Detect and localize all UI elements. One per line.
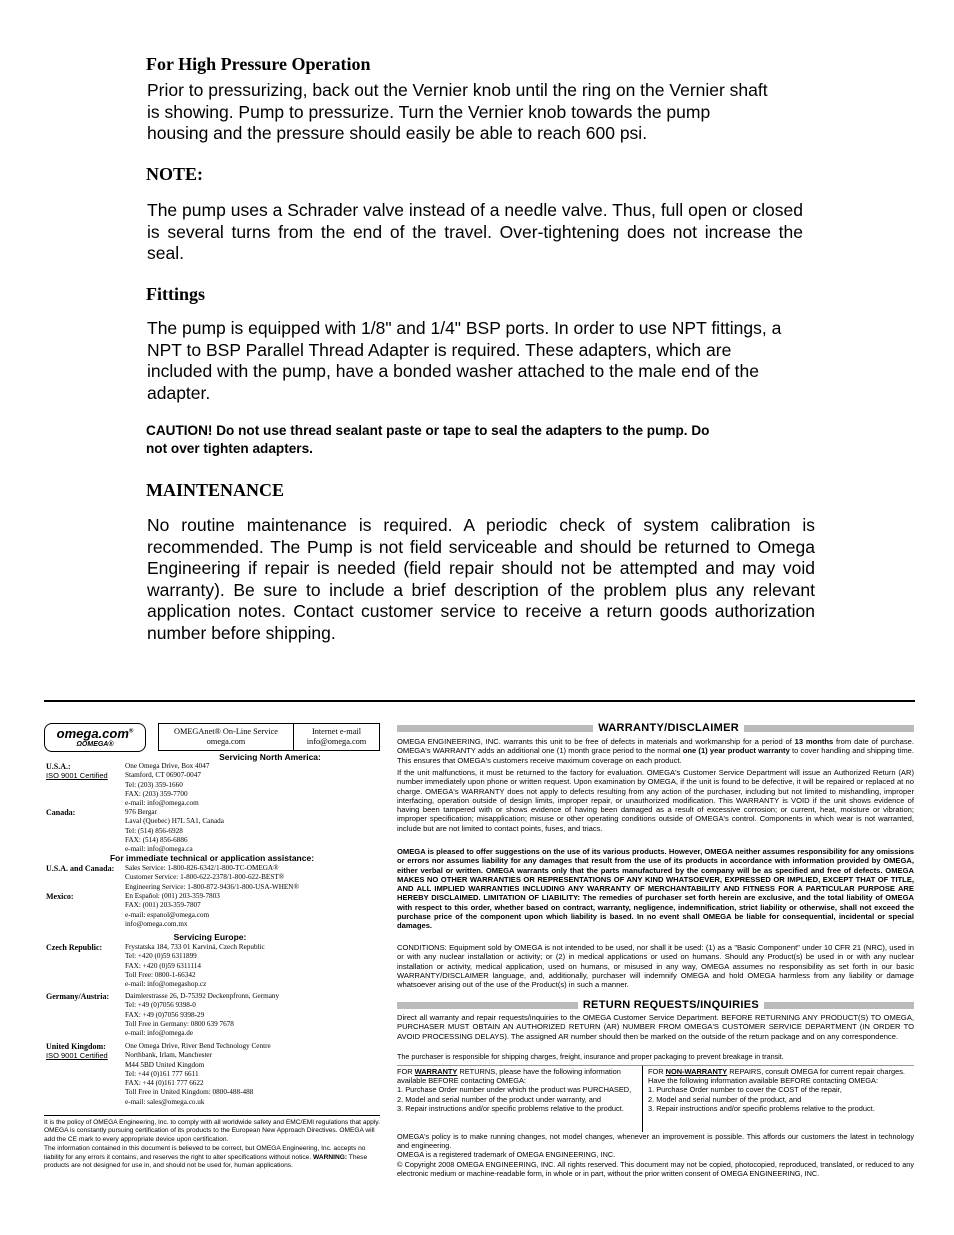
returns-p1: Direct all warranty and repair requests/inquiries to the OMEGA Customer Service Department. BEFORE RETURNING ANY PRODUCT(S) TO OMEGA, PURCHASER MUST OBTAIN AN AUTHORIZED RETURN (AR) NUMBER FROM OMEGA'S CUSTOMER SERVICE DEPARTMENT (IN ORDER TO AVOID PROCESSING DELAYS). The assigned AR number should then be marked on the outside of the return package and on any correspondence. — [397, 1013, 914, 1041]
servicing-na-heading: Servicing North America: — [219, 752, 321, 762]
mexico-label: Mexico: — [46, 892, 74, 901]
online-service-cell — [159, 724, 294, 750]
list-item: 1. Purchase Order number under which the product was PURCHASED, — [397, 1085, 632, 1095]
logo-reg: ® — [128, 728, 134, 735]
servicing-eu-heading: Servicing Europe: — [173, 932, 247, 942]
usa-canada-address: Sales Service: 1-800-826-6342/1-800-TC-OMEGA® Customer Service: 1-800-622-2378/1-800-622-BEST® Engineering Service: 1-800-872-9436/1-800-USA-WHEN® — [125, 864, 299, 891]
maintenance-text: No routine maintenance is required. A periodic check of system calibration is recommended. The Pump is not field serviceable and should be returned to Omega Engineering if repair is needed (field repair should not be attempted and may void warranty). Be sure to include a brief description of the problem plus any relevant application notes. Contact customer service to receive a return goods authorization number before shipping. — [147, 515, 815, 643]
iso-cert: ISO 9001 Certified — [46, 771, 108, 781]
list-item: 1. Purchase Order number to cover the COST of the repair, — [648, 1085, 842, 1095]
list-item: 3. Repair instructions and/or specific problems relative to the product. — [397, 1103, 624, 1113]
list-item: 2. Model and serial number of the product, and — [648, 1094, 802, 1104]
online-service-box — [158, 723, 380, 751]
czech-address: Frystatska 184, 733 01 Karviná, Czech Republic Tel: +420 (0)59 6311899 FAX: +420 (0)59 6311114 Toll Free: 0800-1-66342 e-mail: info@omegashop.cz — [125, 943, 265, 989]
warranty-p1: OMEGA ENGINEERING, INC. warrants this unit to be free of defects in materials and workmanship for a period of 13 months from date of purchase. OMEGA's WARRANTY adds an additional one (1) month grace period to the normal one (1) year product warranty to cover handling and shipping time. This ensures that OMEGA's customers receive maximum coverage on each product. — [397, 737, 915, 765]
warranty-title-bar — [397, 722, 914, 734]
nonwarranty-returns-column — [648, 1067, 914, 1113]
uk-label: United Kingdom: ISO 9001 Certified — [46, 1042, 108, 1061]
omega-logo — [44, 723, 146, 752]
czech-label: Czech Republic: — [46, 943, 103, 952]
nonwarranty-returns-intro: FOR NON-WARRANTY REPAIRS, consult OMEGA for current repair charges. Have the following information available BEFORE contacting OMEGA: — [648, 1067, 905, 1086]
heading-maintenance: MAINTENANCE — [146, 480, 285, 500]
footer-divider — [44, 700, 915, 702]
warranty-p3: OMEGA is pleased to offer suggestions on the use of its various products. However, OMEGA neither assumes responsibility for any omissions or errors nor assumes liability for any damages that result from the use of its products in accordance with information provided by OMEGA, either verbal or written. OMEGA warrants only that the parts manufactured by the company will be as specified and free of defects. OMEGA MAKES NO OTHER WARRANTIES OR REPRESENTATIONS OF ANY KIND WHATSOEVER, EXPRESSED OR IMPLIED, EXCEPT THAT OF TITLE, AND ALL IMPLIED WARRANTIES INCLUDING ANY WARRANTY OF MERCHANTABILITY AND FITNESS FOR A PARTICULAR PURPOSE ARE HEREBY DISCLAIMED. LIMITATION OF LIABILITY: The remedies of purchaser set forth herein are exclusive, and the total liability of OMEGA with respect to this order, whether based on contract, warranty, negligence, indemnification, strict liability or otherwise, shall not exceed the purchase price of the component upon which liability is based. In no event shall OMEGA be liable for consequential, incidental or special damages. — [397, 847, 914, 931]
text-line: The pump is equipped with 1/8" and 1/4" BSP ports. In order to use NPT fittings, a — [147, 318, 782, 338]
heading-high-pressure: For High Pressure Operation — [146, 54, 371, 74]
mexico-address: En Español: (001) 203-359-7803 FAX: (001) 203-359-7807 e-mail: espanol@omega.com info@omega.com.mx — [125, 892, 220, 928]
returns-divider — [397, 1065, 914, 1066]
policy-box — [44, 1115, 380, 1170]
returns-title-bar — [397, 999, 914, 1011]
text-line: CAUTION! Do not use thread sealant paste or tape to seal the adapters to the pump. Do — [146, 423, 710, 438]
text-line: adapter. — [147, 382, 211, 403]
returns-column-divider — [642, 1066, 643, 1132]
fittings-text — [147, 318, 847, 404]
uk-address: One Omega Drive, River Bend Technology Centre Northbank, Irlam, Manchester M44 5BD United Kingdom Tel: +44 (0)161 777 6611 FAX: +44 (0)161 777 6622 Toll Free in United Kingdom: 0800-488-488 e-mail: sales@omega.co.uk — [125, 1042, 271, 1106]
high-pressure-text — [147, 80, 847, 145]
change-policy: OMEGA's policy is to make running changes, not model changes, whenever an improvement is possible. This affords our customers the latest in technology and engineering. — [397, 1132, 914, 1150]
note-text: The pump uses a Schrader valve instead of a needle valve. Thus, full open or closed is several turns from the end of the travel. Over-tightening does not increase the seal. — [147, 200, 803, 263]
policy-text: It is the policy of OMEGA Engineering, Inc. to comply with all worldwide safety and EMC/EMI regulations that apply. OMEGA is constantly pursuing certification of its products to the European New Approach Directives. OMEGA will add the CE mark to every appropriate device upon certification. — [44, 1119, 380, 1143]
email-address[interactable]: info@omega.com — [306, 737, 367, 746]
logo-sub: ΩOMEGA® — [76, 741, 114, 748]
returns-p2: The purchaser is responsible for shipping charges, freight, insurance and proper packaging to prevent breakage in transit. — [397, 1052, 784, 1061]
trademark-text: OMEGA is a registered trademark of OMEGA ENGINEERING, INC. — [397, 1150, 616, 1159]
warranty-title: WARRANTY/DISCLAIMER — [598, 722, 739, 734]
heading-note: NOTE: — [146, 164, 204, 184]
text-line: included with the pump, have a bonded washer attached to the male end of the — [147, 361, 759, 381]
disclaimer-text: The information contained in this document is believed to be correct, but OMEGA Engineering, Inc. accepts no liability for any errors it contains, and reserves the right to alter specifications without notice. WARNING: These products are not designed for use in, and should not be used for, human applications. — [44, 1145, 368, 1170]
canada-label: Canada: — [46, 808, 76, 817]
list-item: 3. Repair instructions and/or specific problems relative to the product. — [648, 1103, 875, 1113]
copyright-text: © Copyright 2008 OMEGA ENGINEERING, INC. All rights reserved. This document may not be copied, photocopied, reproduced, translated, or reduced to any electronic medium or machine-readable form, in whole or in part, without the prior written consent of OMEGA ENGINEERING, INC. — [397, 1160, 914, 1178]
warranty-returns-column — [397, 1067, 640, 1113]
heading-fittings: Fittings — [146, 284, 206, 304]
list-item: 2. Model and serial number of the product under warranty, and — [397, 1094, 602, 1104]
germany-label: Germany/Austria: — [46, 992, 110, 1001]
germany-address: Daimlerstrasse 26, D-75392 Deckenpfronn, Germany Tel: +49 (0)7056 9398-0 FAX: +49 (0)7056 9398-29 Toll Free in Germany: 0800 639 7678 e-mail: info@omega.de — [125, 992, 280, 1038]
text-line: NPT to BSP Parallel Thread Adapter is required. These adapters, which are — [147, 339, 732, 360]
email-title: Internet e-mail — [311, 727, 362, 736]
warranty-p4: CONDITIONS: Equipment sold by OMEGA is not intended to be used, nor shall it be used: (1) as a "Basic Component" under 10 CFR 21 (NRC), used in or with any nuclear installation or activity; or (2) in medical applications or used on humans. Should any Product(s) be used in or with any nuclear installation or activity, medical application, used on humans, or misused in any way, OMEGA assumes no responsibility as set forth in our basic WARRANTY/DISCLAIMER language, and, additionally, purchaser will indemnify OMEGA and hold OMEGA harmless from any liability or damage whatsoever arising out of the use of the Product(s) in such a manner. — [397, 943, 914, 990]
usa-label: U.S.A.: ISO 9001 Certified — [46, 762, 108, 781]
text-line: is showing. Pump to pressurize. Turn the Vernier knob towards the pump — [147, 101, 711, 122]
text-line: housing and the pressure should easily be able to reach 600 psi. — [147, 123, 648, 143]
logo-text: omega.com — [56, 726, 129, 741]
warranty-returns-intro: FOR WARRANTY RETURNS, please have the following information available BEFORE contacting OMEGA: — [397, 1067, 621, 1086]
usa-canada-label: U.S.A. and Canada: — [46, 864, 115, 873]
caution-text — [146, 422, 846, 458]
returns-title: RETURN REQUESTS/INQUIRIES — [582, 999, 759, 1011]
online-service-url[interactable]: omega.com — [206, 737, 246, 746]
online-service-title: OMEGAnet® On-Line Service — [174, 727, 278, 736]
email-cell — [294, 724, 379, 750]
immediate-heading: For immediate technical or application assistance: — [109, 853, 315, 863]
usa-address: One Omega Drive, Box 4047 Stamford, CT 06907-0047 Tel: (203) 359-1660 FAX: (203) 359-7700 e-mail: info@omega.com — [125, 762, 210, 808]
text-line: Prior to pressurizing, back out the Vernier knob until the ring on the Vernier shaft — [147, 80, 768, 100]
text-line: not over tighten adapters. — [146, 441, 313, 456]
iso-cert: ISO 9001 Certified — [46, 1051, 108, 1061]
warranty-p2: If the unit malfunctions, it must be returned to the factory for evaluation. OMEGA's Customer Service Department will issue an Authorized Return (AR) number immediately upon phone or written request. Upon examination by OMEGA, if the unit is found to be defective, it will be repaired or replaced at no charge. OMEGA's WARRANTY does not apply to defects resulting from any action of the purchaser, including but not limited to mishandling, improper interfacing, operation outside of design limits, improper repair, or unauthorized modification. This WARRANTY is VOID if the unit shows evidence of having been tampered with or shows evidence of having been damaged as a result of excessive corrosion; or current, heat, moisture or vibration; improper specification; misapplication; misuse or other operating conditions outside of OMEGA's control. Components in which wear is not warranted, include but are not limited to contact points, fuses, and triacs. — [397, 768, 914, 833]
canada-address: 976 Bergar Laval (Quebec) H7L 5A1, Canada Tel: (514) 856-6928 FAX: (514) 856-6886 e-mail: info@omega.ca — [125, 808, 224, 854]
